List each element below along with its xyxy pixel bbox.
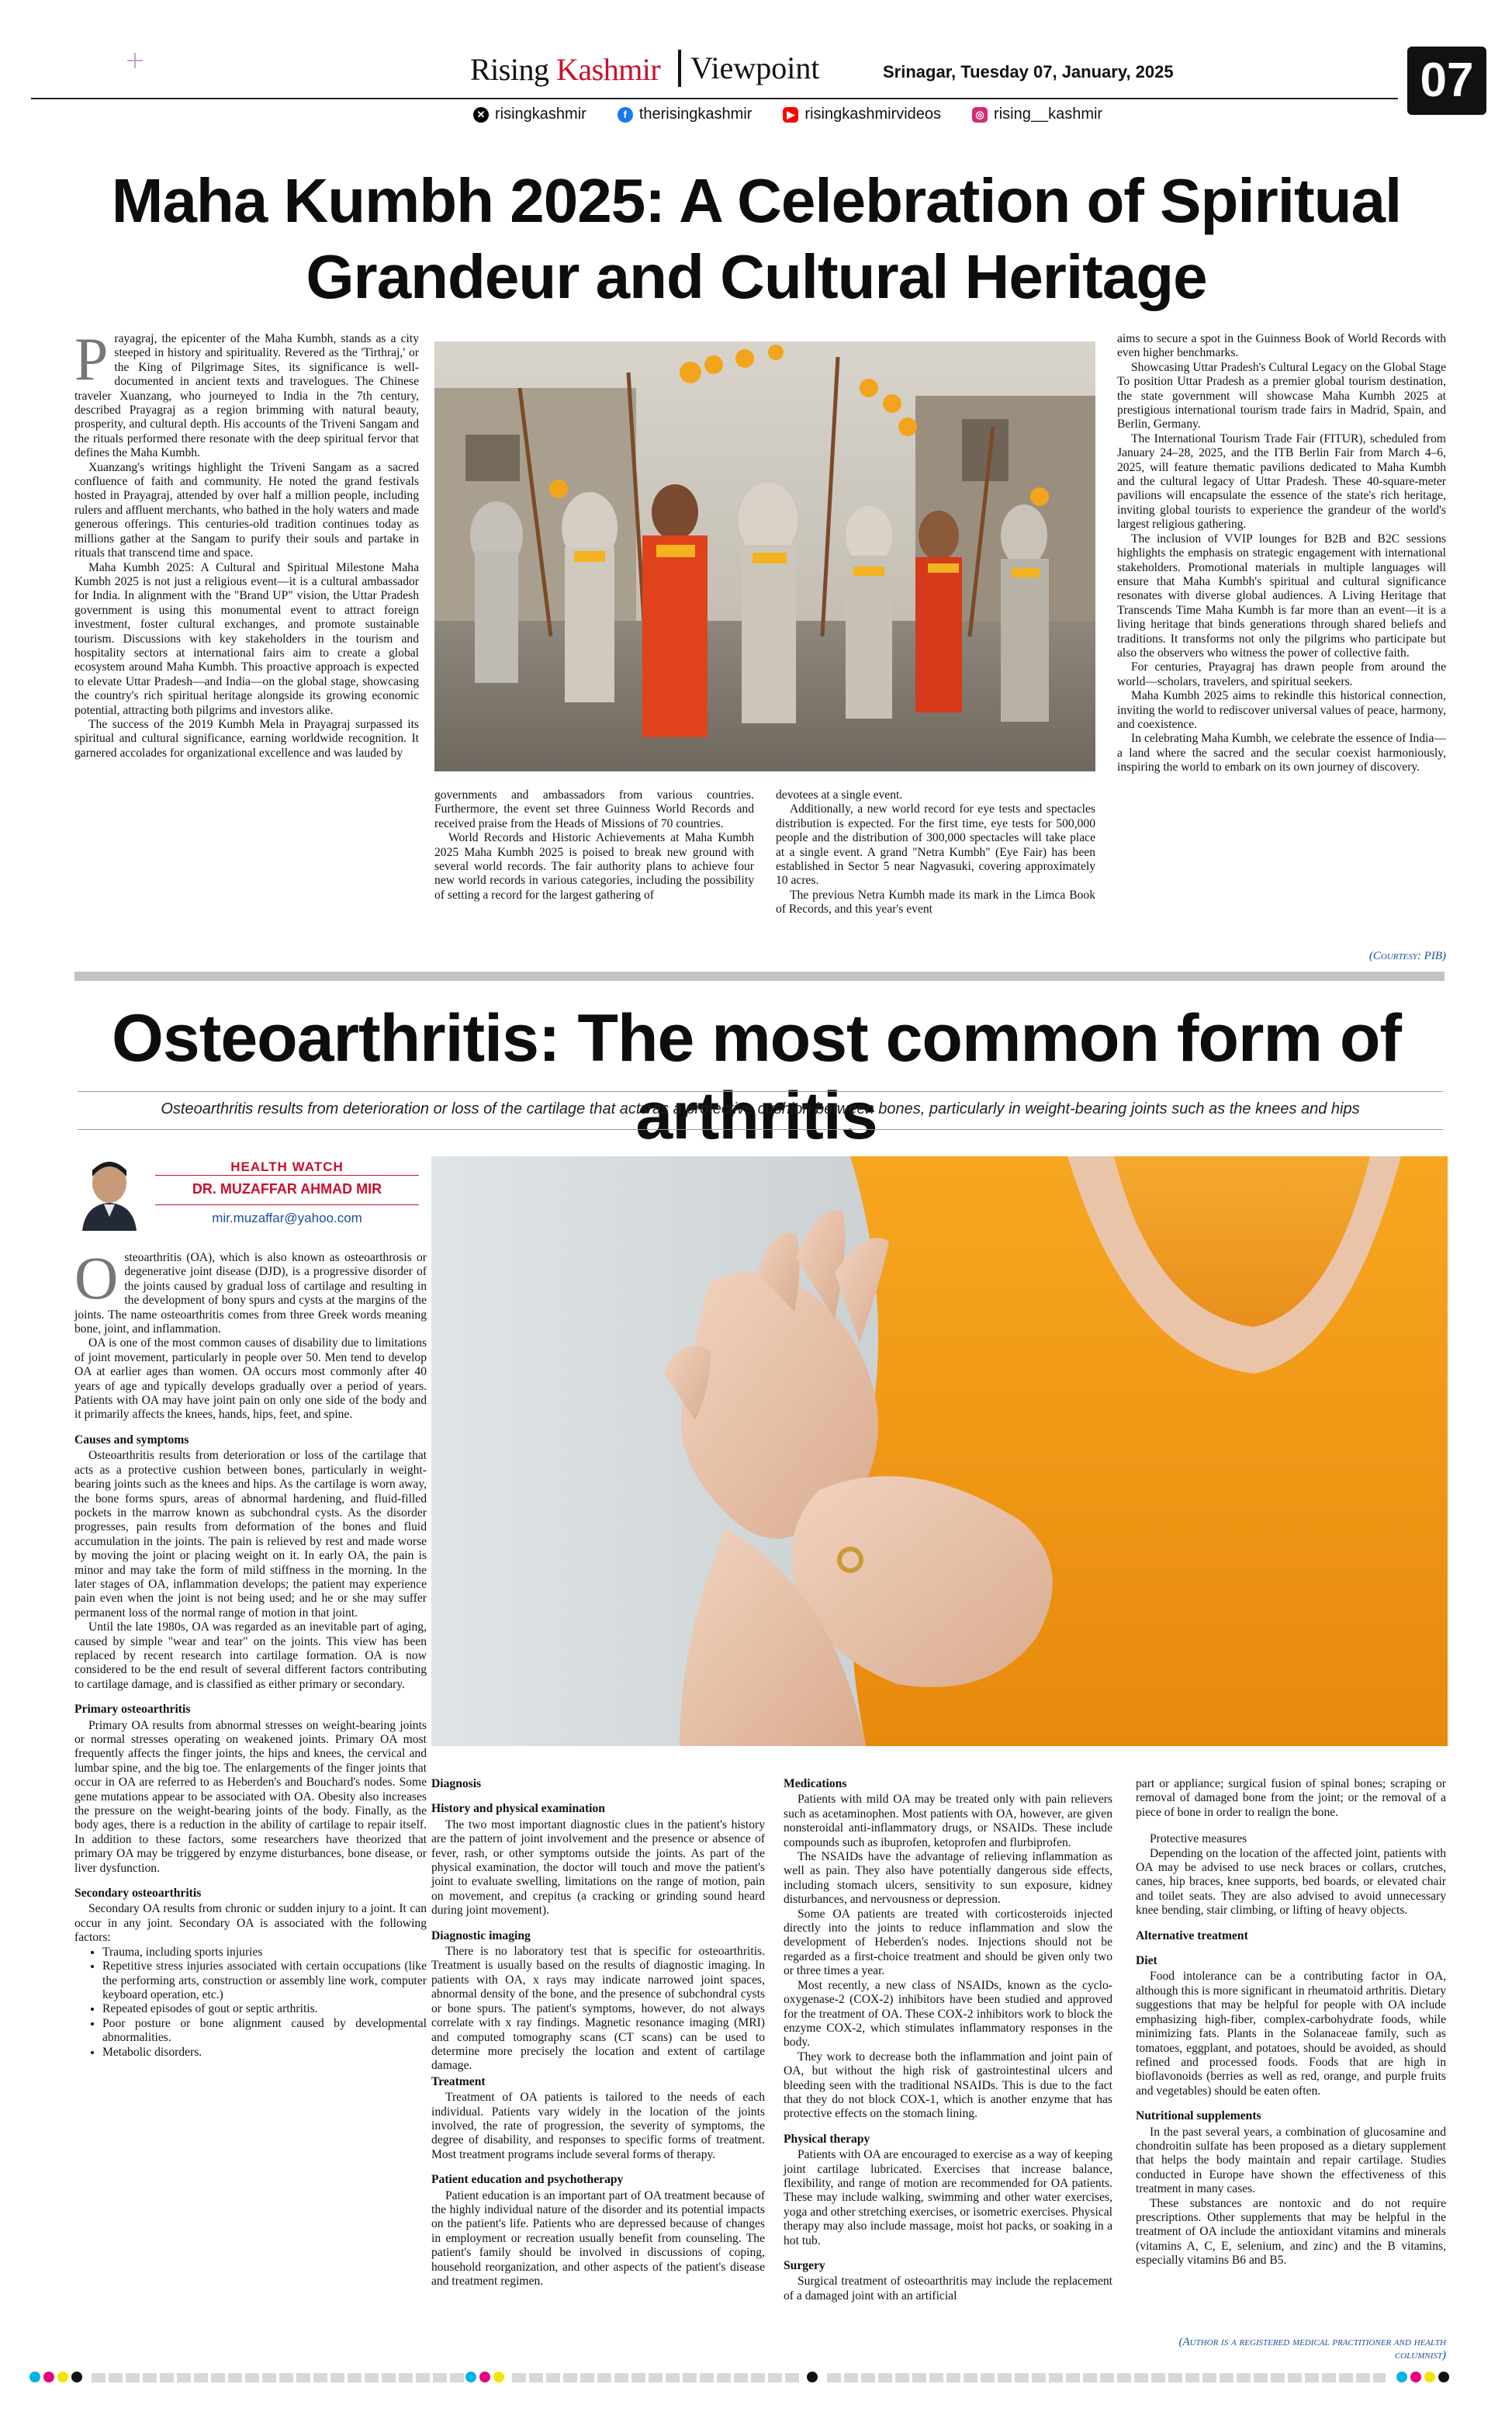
kumbh-credit: (Courtesy: PIB) [1368, 950, 1446, 962]
dropcap: O [74, 1244, 119, 1312]
author-email[interactable]: mir.muzaffar@yahoo.com [212, 1211, 362, 1225]
registration-mark [127, 53, 143, 68]
oa-standfirst: Osteoarthritis results from deterioration or loss of the cartilage that acts as a protective cushion between bones, particularly in weight-bearing joints such as the knees and hips [161, 1100, 1360, 1117]
x-icon: ✕ [473, 107, 489, 123]
subhead-protective: Protective measures [1150, 1832, 1247, 1846]
instagram-icon: ◎ [972, 107, 988, 123]
masthead-brand: Rising Kashmir [470, 52, 661, 87]
header-rule [31, 98, 1398, 99]
author-name: DR. MUZAFFAR AHMAD MIR [192, 1181, 382, 1197]
list-item: • Repetitive stress injuries associated with certain occupations (like the performing arts, construction or assembly line work, computer keyboard operation, etc.) [102, 1959, 427, 2002]
arthritis-hand-photo [431, 1156, 1448, 1746]
author-photo [78, 1156, 141, 1231]
subhead-diagnosis: Diagnosis [431, 1777, 482, 1790]
page-number: 07 [1407, 47, 1486, 115]
subhead-causes: Causes and symptoms [74, 1433, 189, 1447]
social-facebook[interactable]: f therisingkashmir [618, 106, 753, 123]
oa-column-3: Medications Patients with mild OA may be treated only with pain relievers such as acetaminophen. Most patients with OA, however, are given nonsteroidal anti-inflammatory drugs, or NSAIDs. These include compounds such as ibuprofen, ketoprofen and flurbiprofen. The NSAIDs have the advantage of relieving inflammation as well as pain. They also have potentially dangerous side effects, including stomach ulcers, sensitivity to sun exposure, kidney disturbances, and nervousness or depression. Some OA patients are treated with corticosteroids injected directly into the joints to reduce inflammation and slow the development of Heberden's nodes. Injections should not be regarded as a first-choice treatment and should be given only two or three times a year. Most recently, a new class of NSAIDs, known as the cyclo-oxygenase-2 (COX-2) inhibitors have been studied and approved for the treatment of OA. These COX-2 inhibitors work to block the enzyme COX-2, which stimulates inflammatory responses in the body. They work to decrease both the inflammation and joint pain of OA, but without the high risk of gastrointestinal ulcers and bleeding seen with the traditional NSAIDs. This is due to the fact that they do not block COX-1, which is another enzyme that has protective effects on the stomach lining. Physical therapy Patients with OA are encouraged to exercise as a way of keeping joint cartilage lubricated. Exercises that increase balance, flexibility, and range of motion are recommended for OA patients. These may include walking, swimming and other water exercises, yoga and other stretching exercises, or isometric exercises. Physical therapy may also include massage, moist hot packs, or soaking in a hot tub. Surgery Surgical treatment of osteoarthritis may include the replacement of a damaged joint with an artificial [784, 1777, 1112, 2303]
subhead-alternative: Alternative treatment [1136, 1928, 1248, 1942]
section-name: Viewpoint [690, 50, 820, 85]
subhead-nutritional: Nutritional supplements [1136, 2109, 1261, 2123]
masthead-divider [678, 50, 681, 87]
oa-credit: (Author is a registered medical practitioner and health columnist) [1178, 2336, 1446, 2361]
social-bar [473, 106, 1102, 123]
subhead-history: History and physical examination [431, 1802, 605, 1816]
youtube-icon: ▶ [783, 107, 798, 123]
subhead-primary: Primary osteoarthritis [74, 1703, 191, 1717]
social-youtube[interactable]: ▶ risingkashmirvideos [783, 106, 941, 123]
kumbh-column-2: governments and ambassadors from various countries. Furthermore, the event set three Guinness World Records and received praise from the Heads of Missions of 70 countries. World Records and Historic Achievements at Maha Kumbh 2025 Maha Kumbh 2025 is poised to break new ground with several world records. The fair authority plans to achieve four new world records in various categories, including the possibility of setting a record for the largest gathering of [434, 788, 754, 902]
byline-rule [155, 1204, 419, 1205]
subhead-imaging: Diagnostic imaging [431, 1928, 531, 1942]
section-divider [74, 972, 1445, 981]
social-instagram[interactable]: ◎ rising__kashmir [972, 106, 1102, 123]
subhead-treatment: Treatment [431, 2074, 486, 2088]
dropcap: P [74, 325, 109, 393]
kumbh-column-1: P rayagraj, the epicenter of the Maha Kumbh, stands as a city steeped in history and spirituality. Revered as the 'Tirthraj,' or the King of Pilgrimage Sites, its significance is well-documented in ancient texts and travelogues. The Chinese traveler Xuanzang, who journeyed to India in the 7th century, described Prayagraj as a region brimming with natural beauty, prosperity, and cultural depth. His accounts of the Triveni Sangam and the rituals performed there resonate with the deep spiritual fervor that defines the Maha Kumbh. Xuanzang's writings highlight the Triveni Sangam as a sacred confluence of faith and community. He noted the grand festivals hosted in Prayagraj, attended by over half a million people, including rulers and affluent merchants, who bathed in the holy waters and made generous offerings. This centuries-old tradition continues today as millions gather at the Sangam to purify their souls and partake in rituals that transcend time and space. Maha Kumbh 2025: A Cultural and Spiritual Milestone Maha Kumbh 2025 is not just a religious event—it is a cultural ambassador for India. In alignment with the "Brand UP" vision, the Uttar Pradesh government is using this monumental event to attract foreign investment, foster cultural exchanges, and promote sustainable tourism. Discussions with key stakeholders in the tourism and hospitality sectors at international fairs aim to create a global ecosystem around Maha Kumbh. This proactive approach is expected to elevate Uttar Pradesh—and India—on the global stage, showcasing the country's rich spiritual heritage alongside its growing economic potential, attracting both pilgrims and investors alike. The success of the 2019 Kumbh Mela in Prayagraj surpassed its spiritual and cultural significance, earning worldwide recognition. It garnered accolades for organizational excellence and was lauded by [74, 325, 419, 760]
oa-column-4: part or appliance; surgical fusion of spinal bones; scraping or removal of damaged bone from the joint; or the removal of a piece of bone in order to realign the bone. Protective measures Depending on the location of the affected joint, patients with OA may be advised to use neck braces or collars, crutches, canes, hip braces, knee supports, bed boards, or elevated chair and toilet seats. They are also advised to avoid unnecessary knee bending, stair climbing, or lifting of heavy objects. Alternative treatment Diet Food intolerance can be a contributing factor in OA, although this is more significant in rheumatoid arthritis. Dietary suggestions that may be helpful for people with OA include emphasizing high-fiber, complex-carbohydrate foods, while minimizing fats. Plants in the Solanaceae family, such as tomatoes, eggplant, and potatoes, should be avoided, as should refined and processed foods. Foods that are high in bioflavonoids (berries as well as red, orange, and purple fruits and vegetables) should be eaten often. Nutritional supplements In the past several years, a combination of glucosamine and chondroitin sulfate has been proposed as a dietary supplement that helps the body maintain and repair cartilage. Studies conducted in Europe have shown the effectiveness of this treatment in many cases. These substances are nontoxic and do not require prescriptions. Other supplements that may be helpful in the treatment of OA include the antioxidant vitamins and minerals (vitamins A, C, E, selenium, and zinc) and the B vitamins, especially vitamins B6 and B5. [1136, 1777, 1446, 2268]
subhead-surgery: Surgery [784, 2259, 825, 2272]
oa-column-2: Diagnosis History and physical examination The two most important diagnostic clues in the patient's history are the pattern of joint involvement and the presence or absence of fever, rash, or other symptoms outside the joints. As part of the physical examination, the doctor will touch and move the patient's joint to evaluate swelling, limitations on the range of motion, pain on movement, and crepitus (a cracking or grinding sound heard during joint movement). Diagnostic imaging There is no laboratory test that is specific for osteoarthritis. Treatment is usually based on the results of diagnostic imaging. In patients with OA, x rays may indicate narrowed joint spaces, abnormal density of the bone, and the presence of subchondral cysts or bone spurs. The patient's symptoms, however, do not always correlate with x ray findings. Magnetic resonance imaging (MRI) and computed tomography scans (CT scans) can be used to determine more precisely the location and extent of cartilage damage. Treatment Treatment of OA patients is tailored to the needs of each individual. Patients vary widely in the location of the joints involved, the rate of progression, the severity of symptoms, the degree of disability, and responses to specific forms of treatment. Most treatment programs include several forms of therapy. Patient education and psychotherapy Patient education is an important part of OA treatment because of the highly individual nature of the disorder and its potential impacts on the patient's life. Patients who are depressed because of changes in employment or recreation usually benefit from counseling. The patient's family should be involved in discussions of coping, household reorganization, and other aspects of the patient's disease and treatment regimen. [431, 1777, 765, 2288]
kumbh-procession-photo [434, 341, 1095, 771]
list-item: • Trauma, including sports injuries [102, 1946, 427, 1959]
secondary-factor-list [74, 1946, 427, 2060]
byline-rule [155, 1175, 419, 1176]
subhead-diet: Diet [1136, 1954, 1157, 1968]
issue-date: Srinagar, Tuesday 07, January, 2025 [883, 62, 1174, 81]
facebook-icon: f [618, 107, 633, 123]
list-item: • Poor posture or bone alignment caused by developmental abnormalities. [102, 2017, 427, 2046]
subhead-education: Patient education and psychotherapy [431, 2173, 624, 2187]
list-item: • Metabolic disorders. [102, 2046, 427, 2060]
column-kicker: HEALTH WATCH [230, 1159, 344, 1174]
oa-headline: Osteoarthritis: The most common form of arthritis [111, 1001, 1402, 1153]
subhead-secondary: Secondary osteoarthritis [74, 1887, 202, 1901]
list-item: • Repeated episodes of gout or septic arthritis. [102, 2002, 427, 2016]
kumbh-headline: Maha Kumbh 2025: A Celebration of Spiritual Grandeur and Cultural Heritage [111, 166, 1402, 311]
subhead-physical-therapy: Physical therapy [784, 2132, 870, 2146]
subhead-medications: Medications [784, 1777, 847, 1790]
oa-column-1: O steoarthritis (OA), which is also known as osteoarthrosis or degenerative joint disease (DJD), is a progressive disorder of the joints caused by gradual loss of cartilage and resulting in the development of bony spurs and cysts at the margins of the joints. The name osteoarthritis comes from three Greek words meaning bone, joint, and inflammation. OA is one of the most common causes of disability due to limitations of joint movement, particularly in people over 50. Men tend to develop OA at earlier ages than women. OA occurs most commonly after 40 years of age and typically develops gradually over a period of years. Patients with OA may have joint pain on only one side of the body and it primarily affects the knees, hands, hips, feet, and spine. Causes and symptoms Osteoarthritis results from deterioration or loss of the cartilage that acts as a protective cushion between bones, particularly in weight-bearing joints such as the knees and hips. As the cartilage is worn away, the bone forms spurs, areas of abnormal hardening, and fluid-filled pockets in the marrow known as subchondral cysts. As the disorder progresses, pain results from deformation of the bones and fluid accumulation in the joints. The pain is relieved by rest and made worse by moving the joint or placing weight on it. In early OA, the pain is minor and may take the form of mild stiffness in the morning. In the later stages of OA, inflammation develops; the patient may experience pain even when the joint is not being used; and he or she may suffer permanent loss of the normal range of motion in that joint. Until the late 1980s, OA was regarded as an inevitable part of aging, caused by simple "wear and tear" on the joints. This view has been replaced by recent research into cartilage formation. OA is now considered to be the end result of several different factors contributing to cartilage damage, and is classified as either primary or secondary. Primary osteoarthritis Primary OA results from abnormal stresses on weight-bearing joints or normal stresses operating on weakened joints. Primary OA most frequently affects the finger joints, the hips and knees, the cervical and lumbar spine, and the big toe. The enlargements of the finger joints that occur in OA are referred to as Heberden's and Bouchard's nodes. Some gene mutations appear to be associated with OA. Obesity also increases the pressure on the weight-bearing joints of the body. Finally, as the body ages, there is a reduction in the ability of cartilage to repair itself. In addition to these factors, some researchers have theorized that primary OA may be triggered by enzyme disturbances, bone disease, or liver dysfunction. Secondary osteoarthritis Secondary OA results from chronic or sudden injury to a joint. It can occur in any joint. Secondary OA is associated with the following factors: • Trauma, including sports injuries • Repetitive stress injuries associated with certain occupations (like the performing arts, construction or assembly line work, computer keyboard operation, etc.) • Repeated episodes of gout or septic arthritis. • Poor posture or bone alignment caused by developmental abnormalities. • Metabolic disorders. [74, 1251, 427, 2060]
social-x[interactable]: ✕ risingkashmir [473, 106, 586, 123]
kumbh-column-4: aims to secure a spot in the Guinness Book of World Records with even higher benchmarks. Showcasing Uttar Pradesh's Cultural Legacy on the Global Stage To position Uttar Pradesh as a premier global tourism destination, the state government will showcase Maha Kumbh 2025 at prestigious international tourism trade fairs in Madrid, Spain, and Berlin, Germany. The International Tourism Trade Fair (FITUR), scheduled from January 24–28, 2025, and the ITB Berlin Fair from March 4–6, 2025, will feature thematic pavilions dedicated to Maha Kumbh and the cultural legacy of Uttar Pradesh. These 40-square-meter pavilions will encapsulate the essence of the state's rich heritage, inviting global tourists to experience the grandeur of the world's largest religious gathering. The inclusion of VVIP lounges for B2B and B2C sessions highlights the emphasis on strategic engagement with international stakeholders. Promotional materials in multiple languages will ensure that Maha Kumbh's spiritual and cultural significance resonates with diverse global audiences. A Living Heritage that Transcends Time Maha Kumbh is far more than an event—it is a living heritage that binds generations through shared beliefs and traditions. It transforms not only the pilgrims who participate but also the observers who witness the power of collective faith. For centuries, Prayagraj has drawn people from around the world—scholars, travelers, and spiritual seekers. Maha Kumbh 2025 aims to rekindle this historical connection, inviting the world to rediscover universal values of peace, harmony, and coexistence. In celebrating Maha Kumbh, we celebrate the essence of India—a land where the sacred and the secular coexist harmoniously, inspiring the world to embark on its own journey of discovery. [1117, 332, 1446, 774]
kumbh-column-3: devotees at a single event. Additionally, a new world record for eye tests and spectacles distribution is expected. For the first time, eye tests for 500,000 people and the distribution of 300,000 spectacles will take place at a single event. A grand "Netra Kumbh" (Eye Fair) has been established in Sector 5 near Nagvasuki, covering approximately 10 acres. The previous Netra Kumbh made its mark in the Limca Book of Records, and this year's event [776, 788, 1095, 917]
